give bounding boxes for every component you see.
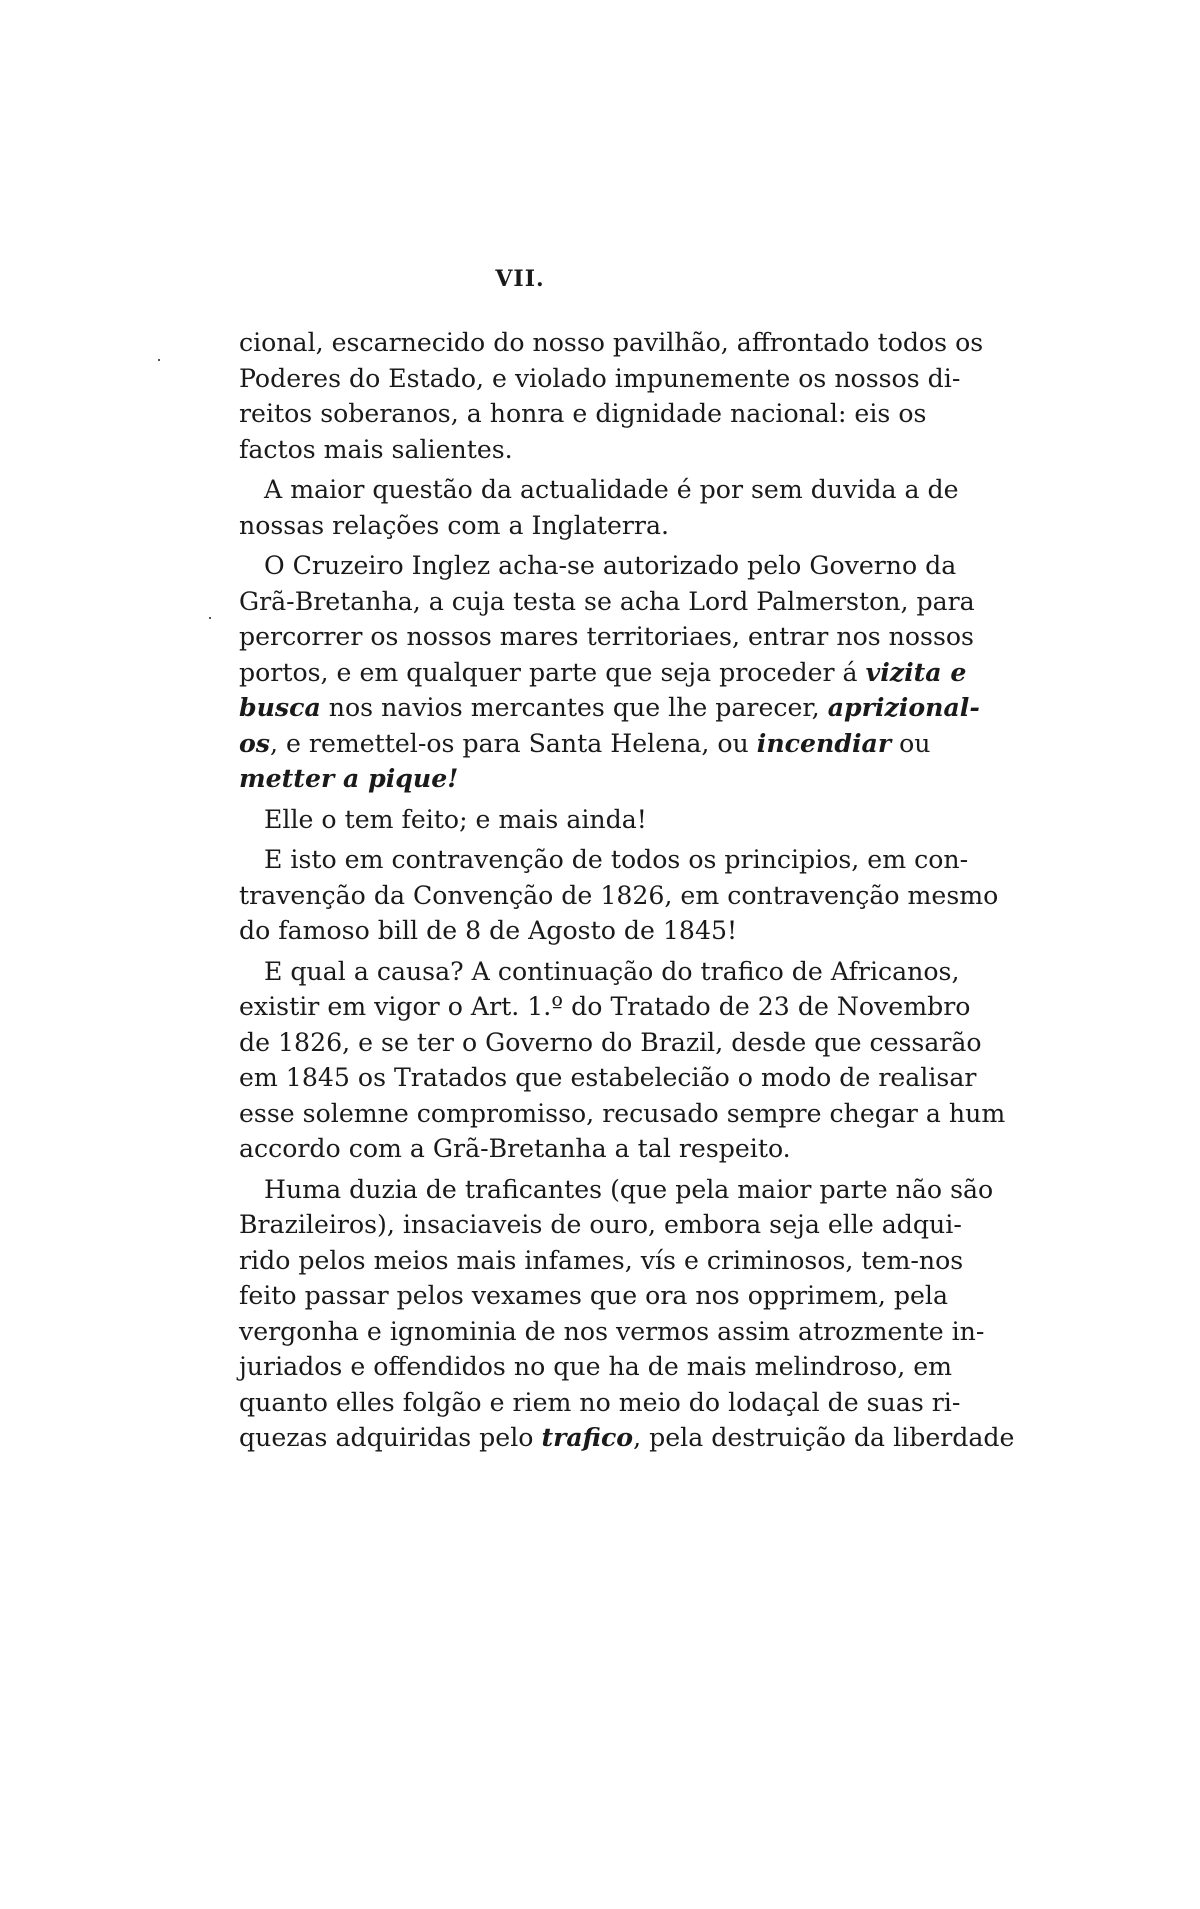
text-line: feito passar pelos vexames que ora nos opprimem, pela — [239, 1281, 948, 1310]
text-run: nos navios mercantes que lhe parecer, — [320, 693, 828, 722]
text-line — [239, 655, 967, 691]
text-line — [239, 726, 931, 762]
italic-run: metter a pique! — [239, 763, 459, 793]
text-run: ou — [891, 728, 931, 758]
page-number: VII. — [495, 266, 545, 292]
text-line: rido pelos meios mais infames, vís e criminosos, tem-nos — [239, 1245, 964, 1275]
text-line — [239, 1420, 1015, 1456]
text-line: vergonha e ignominia de nos vermos assim atrozmente in- — [239, 1316, 985, 1346]
text-line: accordo com a Grã-Bretanha a tal respeito. — [239, 1134, 791, 1163]
text-line: de 1826, e se ter o Governo do Brazil, desde que cessarão — [239, 1027, 982, 1057]
text-line: esse solemne compromisso, recusado sempre chegar a hum — [239, 1098, 1006, 1128]
italic-run: vizita e — [865, 656, 967, 687]
italic-run: os — [239, 727, 270, 758]
italic-run: trafico — [541, 1422, 634, 1452]
text-line: E qual a causa? A continuação do trafico de Africanos, — [264, 956, 960, 986]
italic-run: aprizional- — [827, 692, 980, 722]
text-line — [239, 690, 980, 726]
text-line: do famoso bill de 8 de Agosto de 1845! — [239, 916, 738, 945]
text-line — [239, 761, 906, 797]
text-line: percorrer os nossos mares territoriaes, entrar nos nossos — [239, 622, 974, 651]
text-line: travenção da Convenção de 1826, em contravenção mesmo — [239, 880, 999, 910]
text-line: cional, escarnecido do nosso pavilhão, affrontado todos os — [239, 328, 984, 357]
text-line: nossas relações com a Inglaterra. — [239, 510, 669, 540]
text-line: O Cruzeiro Inglez acha-se autorizado pelo Governo da — [264, 551, 957, 580]
text-run: portos, e em qualquer parte que seja proceder á — [239, 657, 866, 687]
text-line: Poderes do Estado, e violado impunemente os nossos di- — [239, 363, 961, 393]
text-line: Grã-Bretanha, a cuja testa se acha Lord Palmerston, para — [239, 586, 975, 616]
text-line: em 1845 os Tratados que estabelecião o modo de realisar — [239, 1063, 977, 1092]
text-run: , pela destruição da liberdade — [633, 1423, 1015, 1452]
italic-run: busca — [239, 692, 321, 722]
text-line: existir em vigor o Art. 1.º do Tratado de 23 de Novembro — [239, 992, 971, 1021]
italic-run: incendiar — [756, 727, 892, 758]
scan-speck — [209, 617, 211, 619]
text-line: reitos soberanos, a honra e dignidade nacional: eis os — [239, 399, 927, 428]
text-run: , e remettel-os para Santa Helena, ou — [269, 728, 757, 758]
text-line: Brazileiros), insaciaveis de ouro, embora seja elle adqui- — [239, 1210, 962, 1239]
text-line: E isto em contravenção de todos os principios, em con- — [264, 845, 969, 874]
text-line: Elle o tem feito; e mais ainda! — [264, 804, 647, 834]
text-line: Huma duzia de traficantes (que pela maior parte não são — [264, 1174, 994, 1204]
scan-speck — [158, 359, 160, 361]
text-line: quanto elles folgão e riem no meio do lodaçal de suas ri- — [239, 1387, 961, 1417]
text-line: A maior questão da actualidade é por sem duvida a de — [264, 475, 959, 504]
text-line: juriados e offendidos no que ha de mais melindroso, em — [239, 1352, 953, 1381]
text-run: quezas adquiridas pelo — [239, 1423, 542, 1452]
body-text — [239, 325, 1015, 1456]
text-line: factos mais salientes. — [239, 434, 513, 464]
